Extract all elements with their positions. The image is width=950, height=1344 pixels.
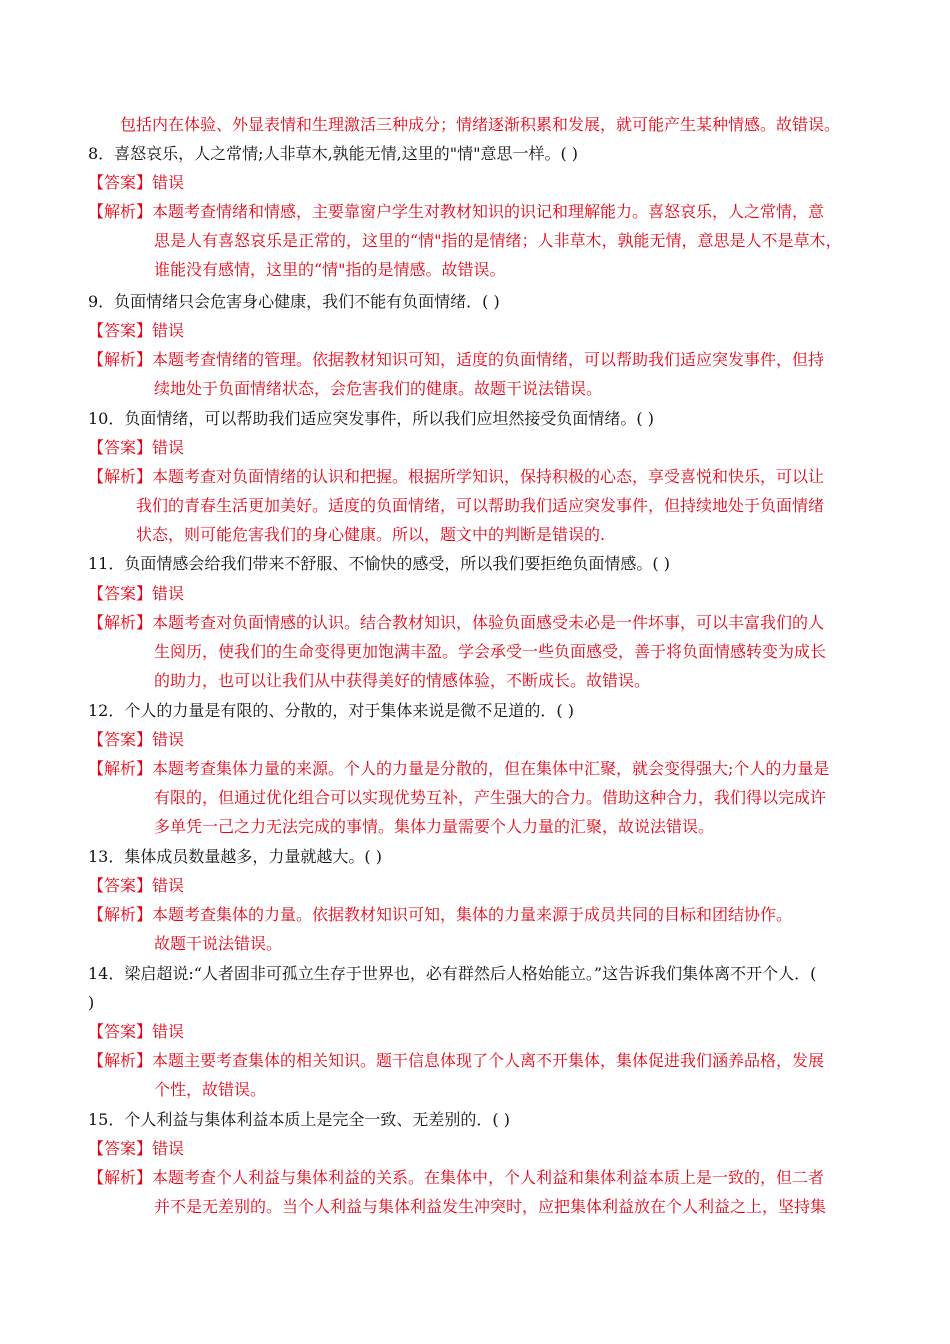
answer-value: 错误 xyxy=(152,173,185,192)
analysis-line: 有限的，但通过优化组合可以实现优势互补，产生强大的合力。借助这种合力，我们得以完成许 xyxy=(154,788,827,807)
analysis-line: 本题考查对负面情感的认识。结合教材知识，体验负面感受未必是一件坏事，可以丰富我们的人 xyxy=(152,613,825,632)
question-11: 11．负面情感会给我们带来不舒服、不愉快的感受，所以我们要拒绝负面情感。( ) xyxy=(88,554,670,573)
analysis-line: 并不是无差别的。当个人利益与集体利益发生冲突时，应把集体利益放在个人利益之上，坚持集 xyxy=(154,1197,827,1216)
answer-value: 错误 xyxy=(152,730,185,749)
analysis-tag: 【解析】 xyxy=(88,1051,153,1070)
answer-tag: 【答案】 xyxy=(88,730,153,749)
analysis-line: 本题考查个人利益与集体利益的关系。在集体中，个人利益和集体利益本质上是一致的，但二者 xyxy=(152,1168,825,1187)
answer-14 xyxy=(88,1021,184,1043)
answer-value: 错误 xyxy=(152,321,185,340)
analysis-11 xyxy=(88,612,824,634)
question-14-cont: ) xyxy=(88,993,95,1012)
analysis-line: 故题干说法错误。 xyxy=(154,934,283,953)
analysis-line: 个性，故错误。 xyxy=(154,1080,267,1099)
answer-15 xyxy=(88,1138,184,1160)
analysis-line: 本题考查集体的力量。依据教材知识可知，集体的力量来源于成员共同的目标和团结协作。 xyxy=(152,905,793,924)
analysis-15 xyxy=(88,1167,824,1189)
answer-11 xyxy=(88,583,184,605)
analysis-tag: 【解析】 xyxy=(88,905,153,924)
analysis-line: 状态，则可能危害我们的身心健康。所以，题文中的判断是错误的. xyxy=(136,525,606,544)
analysis-13 xyxy=(88,904,792,926)
analysis-line: 续地处于负面情绪状态，会危害我们的健康。故题干说法错误。 xyxy=(154,379,603,398)
analysis-line: 的助力，也可以让我们从中获得美好的情感体验，不断成长。故错误。 xyxy=(154,671,651,690)
analysis-line: 谁能没有感情，这里的“情"指的是情感。故错误。 xyxy=(154,260,506,279)
question-15: 15．个人利益与集体利益本质上是完全一致、无差别的．( ) xyxy=(88,1110,510,1129)
answer-8 xyxy=(88,172,184,194)
analysis-line: 本题考查集体力量的来源。个人的力量是分散的，但在集体中汇聚，就会变得强大;个人的力量是 xyxy=(152,759,830,778)
analysis-tag: 【解析】 xyxy=(88,759,153,778)
question-13: 13．集体成员数量越多，力量就越大。( ) xyxy=(88,847,382,866)
intro-continuation: 包括内在体验、外显表情和生理激活三种成分；情绪逐渐积累和发展，就可能产生某种情感。故错误。 xyxy=(120,115,841,134)
analysis-10 xyxy=(88,466,824,488)
answer-value: 错误 xyxy=(152,438,185,457)
answer-tag: 【答案】 xyxy=(88,584,153,603)
analysis-tag: 【解析】 xyxy=(88,467,153,486)
analysis-8 xyxy=(88,201,824,223)
answer-10 xyxy=(88,437,184,459)
question-12: 12．个人的力量是有限的、分散的，对于集体来说是微不足道的．( ) xyxy=(88,701,574,720)
analysis-line: 我们的青春生活更加美好。适度的负面情绪，可以帮助我们适应突发事件，但持续地处于负面情绪 xyxy=(136,496,825,515)
answer-13 xyxy=(88,875,184,897)
analysis-line: 本题考查情绪的管理。依据教材知识可知，适度的负面情绪，可以帮助我们适应突发事件，但持 xyxy=(152,350,825,369)
answer-tag: 【答案】 xyxy=(88,438,153,457)
answer-value: 错误 xyxy=(152,1022,185,1041)
question-10: 10．负面情绪，可以帮助我们适应突发事件，所以我们应坦然接受负面情绪。( ) xyxy=(88,409,654,428)
analysis-tag: 【解析】 xyxy=(88,613,153,632)
analysis-line: 本题主要考查集体的相关知识。题干信息体现了个人离不开集体，集体促进我们涵养品格，发展 xyxy=(152,1051,825,1070)
analysis-line: 本题考查情绪和情感，主要靠窗户学生对教材知识的识记和理解能力。喜怒哀乐，人之常情，意 xyxy=(152,202,825,221)
analysis-tag: 【解析】 xyxy=(88,1168,153,1187)
answer-value: 错误 xyxy=(152,1139,185,1158)
analysis-14 xyxy=(88,1050,824,1072)
question-14: 14．梁启超说:“人者固非可孤立生存于世界也，必有群然后人格始能立。”这告诉我们集体离不开个人．( xyxy=(88,964,817,983)
analysis-tag: 【解析】 xyxy=(88,202,153,221)
analysis-12 xyxy=(88,758,829,780)
analysis-tag: 【解析】 xyxy=(88,350,153,369)
answer-tag: 【答案】 xyxy=(88,173,153,192)
answer-9 xyxy=(88,320,184,342)
question-9: 9．负面情绪只会危害身心健康，我们不能有负面情绪．( ) xyxy=(88,292,500,311)
analysis-line: 思是人有喜怒哀乐是正常的，这里的“情"指的是情绪；人非草木，孰能无情，意思是人不是草木， xyxy=(154,231,842,250)
answer-tag: 【答案】 xyxy=(88,1139,153,1158)
answer-12 xyxy=(88,729,184,751)
answer-tag: 【答案】 xyxy=(88,1022,153,1041)
analysis-line: 本题考查对负面情绪的认识和把握。根据所学知识，保持积极的心态，享受喜悦和快乐，可以让 xyxy=(152,467,825,486)
question-8: 8．喜怒哀乐，人之常情;人非草木,孰能无情,这里的"情"意思一样。( ) xyxy=(88,144,579,163)
analysis-line: 生阅历，使我们的生命变得更加饱满丰盈。学会承受一些负面感受，善于将负面情感转变为成长 xyxy=(154,642,827,661)
answer-value: 错误 xyxy=(152,876,185,895)
answer-tag: 【答案】 xyxy=(88,876,153,895)
answer-tag: 【答案】 xyxy=(88,321,153,340)
analysis-9 xyxy=(88,349,824,371)
answer-value: 错误 xyxy=(152,584,185,603)
analysis-line: 多单凭一己之力无法完成的事情。集体力量需要个人力量的汇聚，故说法错误。 xyxy=(154,817,715,836)
